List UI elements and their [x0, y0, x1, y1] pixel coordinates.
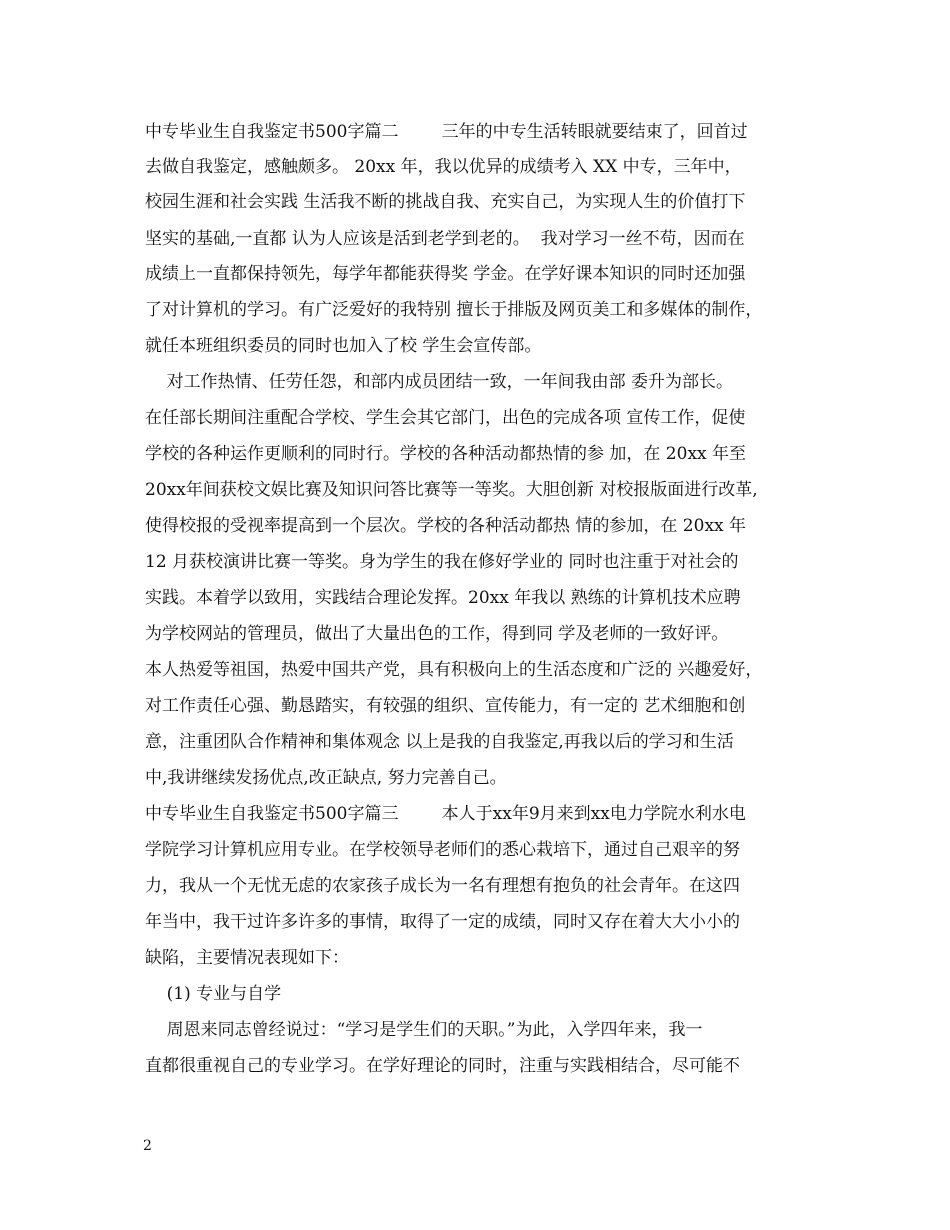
text-line: 本人热爱等祖国，热爱中国共产党，具有积极向上的生活态度和广泛的 兴趣爱好，	[145, 660, 763, 680]
text-line: 为学校网站的管理员，做出了大量出色的工作，得到同 学及老师的一致好评。	[145, 624, 729, 644]
text-line: 年当中，我干过许多许多的事情，取得了一定的成绩，同时又存在着大大小小的	[145, 912, 740, 932]
text-line: 坚实的基础,一直都 认为人应该是活到老学到老的。 我对学习一丝不苟，因而在	[145, 229, 745, 249]
text-line: 意，注重团队合作精神和集体观念 以上是我的自我鉴定,再我以后的学习和生活	[145, 732, 734, 752]
text-line: 去做自我鉴定，感触颇多。 20xx 年，我以优异的成绩考入 XX 中专，三年中，	[145, 157, 742, 177]
text-line: 实践。本着学以致用，实践结合理论发挥。20xx 年我以 熟练的计算机技术应聘	[145, 588, 741, 608]
text-line: 了对计算机的学习。有广泛爱好的我特别 擅长于排版及网页美工和多媒体的制作，	[145, 300, 763, 320]
text-line: 学校的各种运作更顺利的同时行。学校的各种活动都热情的参 加，在 20xx 年至	[145, 444, 747, 464]
text-line: 成绩上一直都保持领先，每学年都能获得奖 学金。在学好课本知识的同时还加强	[145, 264, 746, 284]
text-line: 力，我从一个无忧无虑的农家孩子成长为一名有理想有抱负的社会青年。在这四	[145, 876, 740, 896]
text-line: 使得校报的受视率提高到一个层次。学校的各种活动都热 情的参加，在 20xx 年	[145, 516, 747, 536]
text-line: 缺陷，主要情况表现如下：	[145, 948, 349, 968]
text-line: 对工作热情、任劳任怨，和部内成员团结一致，一年间我由部 委升为部长。	[145, 372, 734, 392]
text-line: 在任部长期间注重配合学校、学生会其它部门，出色的完成各项 宣传工作，促使	[145, 408, 746, 428]
text-line: 直都很重视自己的专业学习。在学好理论的同时，注重与实践相结合，尽可能不	[145, 1056, 740, 1076]
text-line: 对工作责任心强、勤恳踏实，有较强的组织、宣传能力，有一定的 艺术细胞和创	[145, 696, 746, 716]
text-line: 校园生涯和社会实践 生活我不断的挑战自我、充实自己，为实现人生的价值打下	[145, 192, 746, 212]
page-number: 2	[143, 1138, 152, 1154]
text-line: 周恩来同志曾经说过：“学习是学生们的天职。”为此，入学四年来，我一	[145, 1020, 703, 1040]
text-line: 中专毕业生自我鉴定书500字篇三 本人于xx年9月来到xx电力学院水利水电	[145, 804, 746, 824]
text-line: 中专毕业生自我鉴定书500字篇二 三年的中专生活转眼就要结束了，回首过	[145, 122, 748, 142]
text-line: (1) 专业与自学	[145, 984, 282, 1004]
text-line: 学院学习计算机应用专业。在学校领导老师们的悉心栽培下，通过自己艰辛的努	[145, 840, 740, 860]
text-line: 中,我讲继续发扬优点,改正缺点, 努力完善自己。	[145, 768, 507, 788]
text-line: 就任本班组织委员的同时也加入了校 学生会宣传部。	[145, 336, 542, 356]
text-line: 20xx年间获校文娱比赛及知识问答比赛等一等奖。大胆创新 对校报版面进行改革,	[145, 480, 758, 500]
text-line: 12 月获校演讲比赛一等奖。身为学生的我在修好学业的 同时也注重于对社会的	[145, 552, 739, 572]
